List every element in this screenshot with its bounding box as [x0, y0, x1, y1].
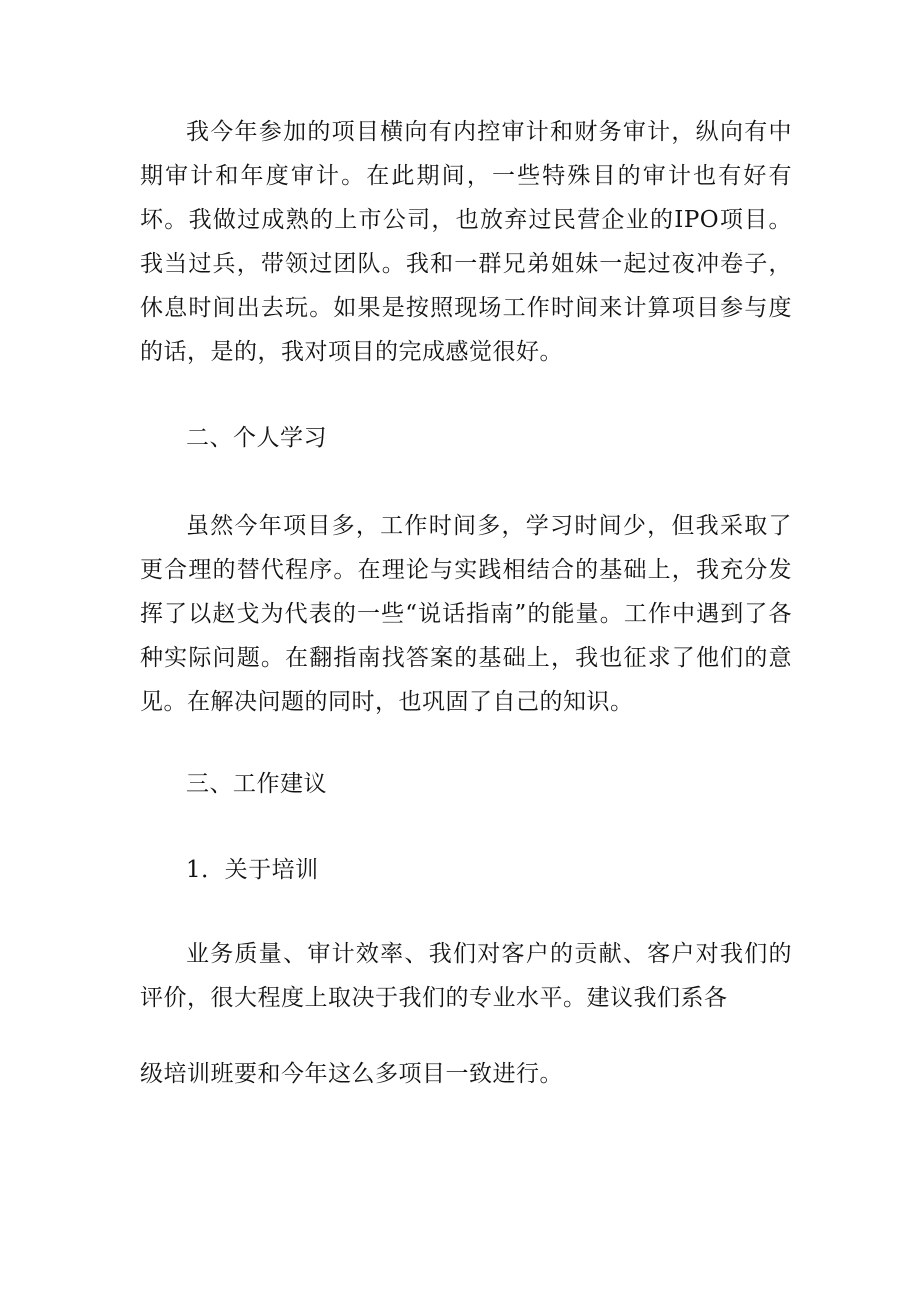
subheading-training: 1．关于培训	[186, 857, 319, 883]
paragraph-training-continuation: 级培训班要和今年这么多项目一致进行。	[140, 1061, 563, 1087]
paragraph-project-experience: 我今年参加的项目横向有内控审计和财务审计，纵向有中期审计和年度审计。在此期间，一些特殊目的审计也有好有坏。我做过成熟的上市公司，也放弃过民营企业的IPO项目。我当过兵，带领过团队。我和一群兄弟姐妹一起过夜冲卷子，休息时间出去玩。如果是按照现场工作时间来计算项目参与度的话，是的，我对项目的完成感觉很好。	[140, 119, 792, 365]
paragraph-personal-learning: 虽然今年项目多，工作时间多，学习时间少，但我采取了更合理的替代程序。在理论与实践相结合的基础上，我充分发挥了以赵戈为代表的一些“说话指南”的能量。工作中遇到了各种实际问题。在翻指南找答案的基础上，我也征求了他们的意见。在解决问题的同时，也巩固了自己的知识。	[140, 513, 792, 715]
paragraph-training-suggestion: 业务质量、审计效率、我们对客户的贡献、客户对我们的评价，很大程度上取决于我们的专业水平。建议我们系各	[140, 941, 792, 1011]
section-heading-personal-learning: 二、个人学习	[186, 425, 327, 451]
section-heading-work-suggestions: 三、工作建议	[186, 771, 327, 797]
